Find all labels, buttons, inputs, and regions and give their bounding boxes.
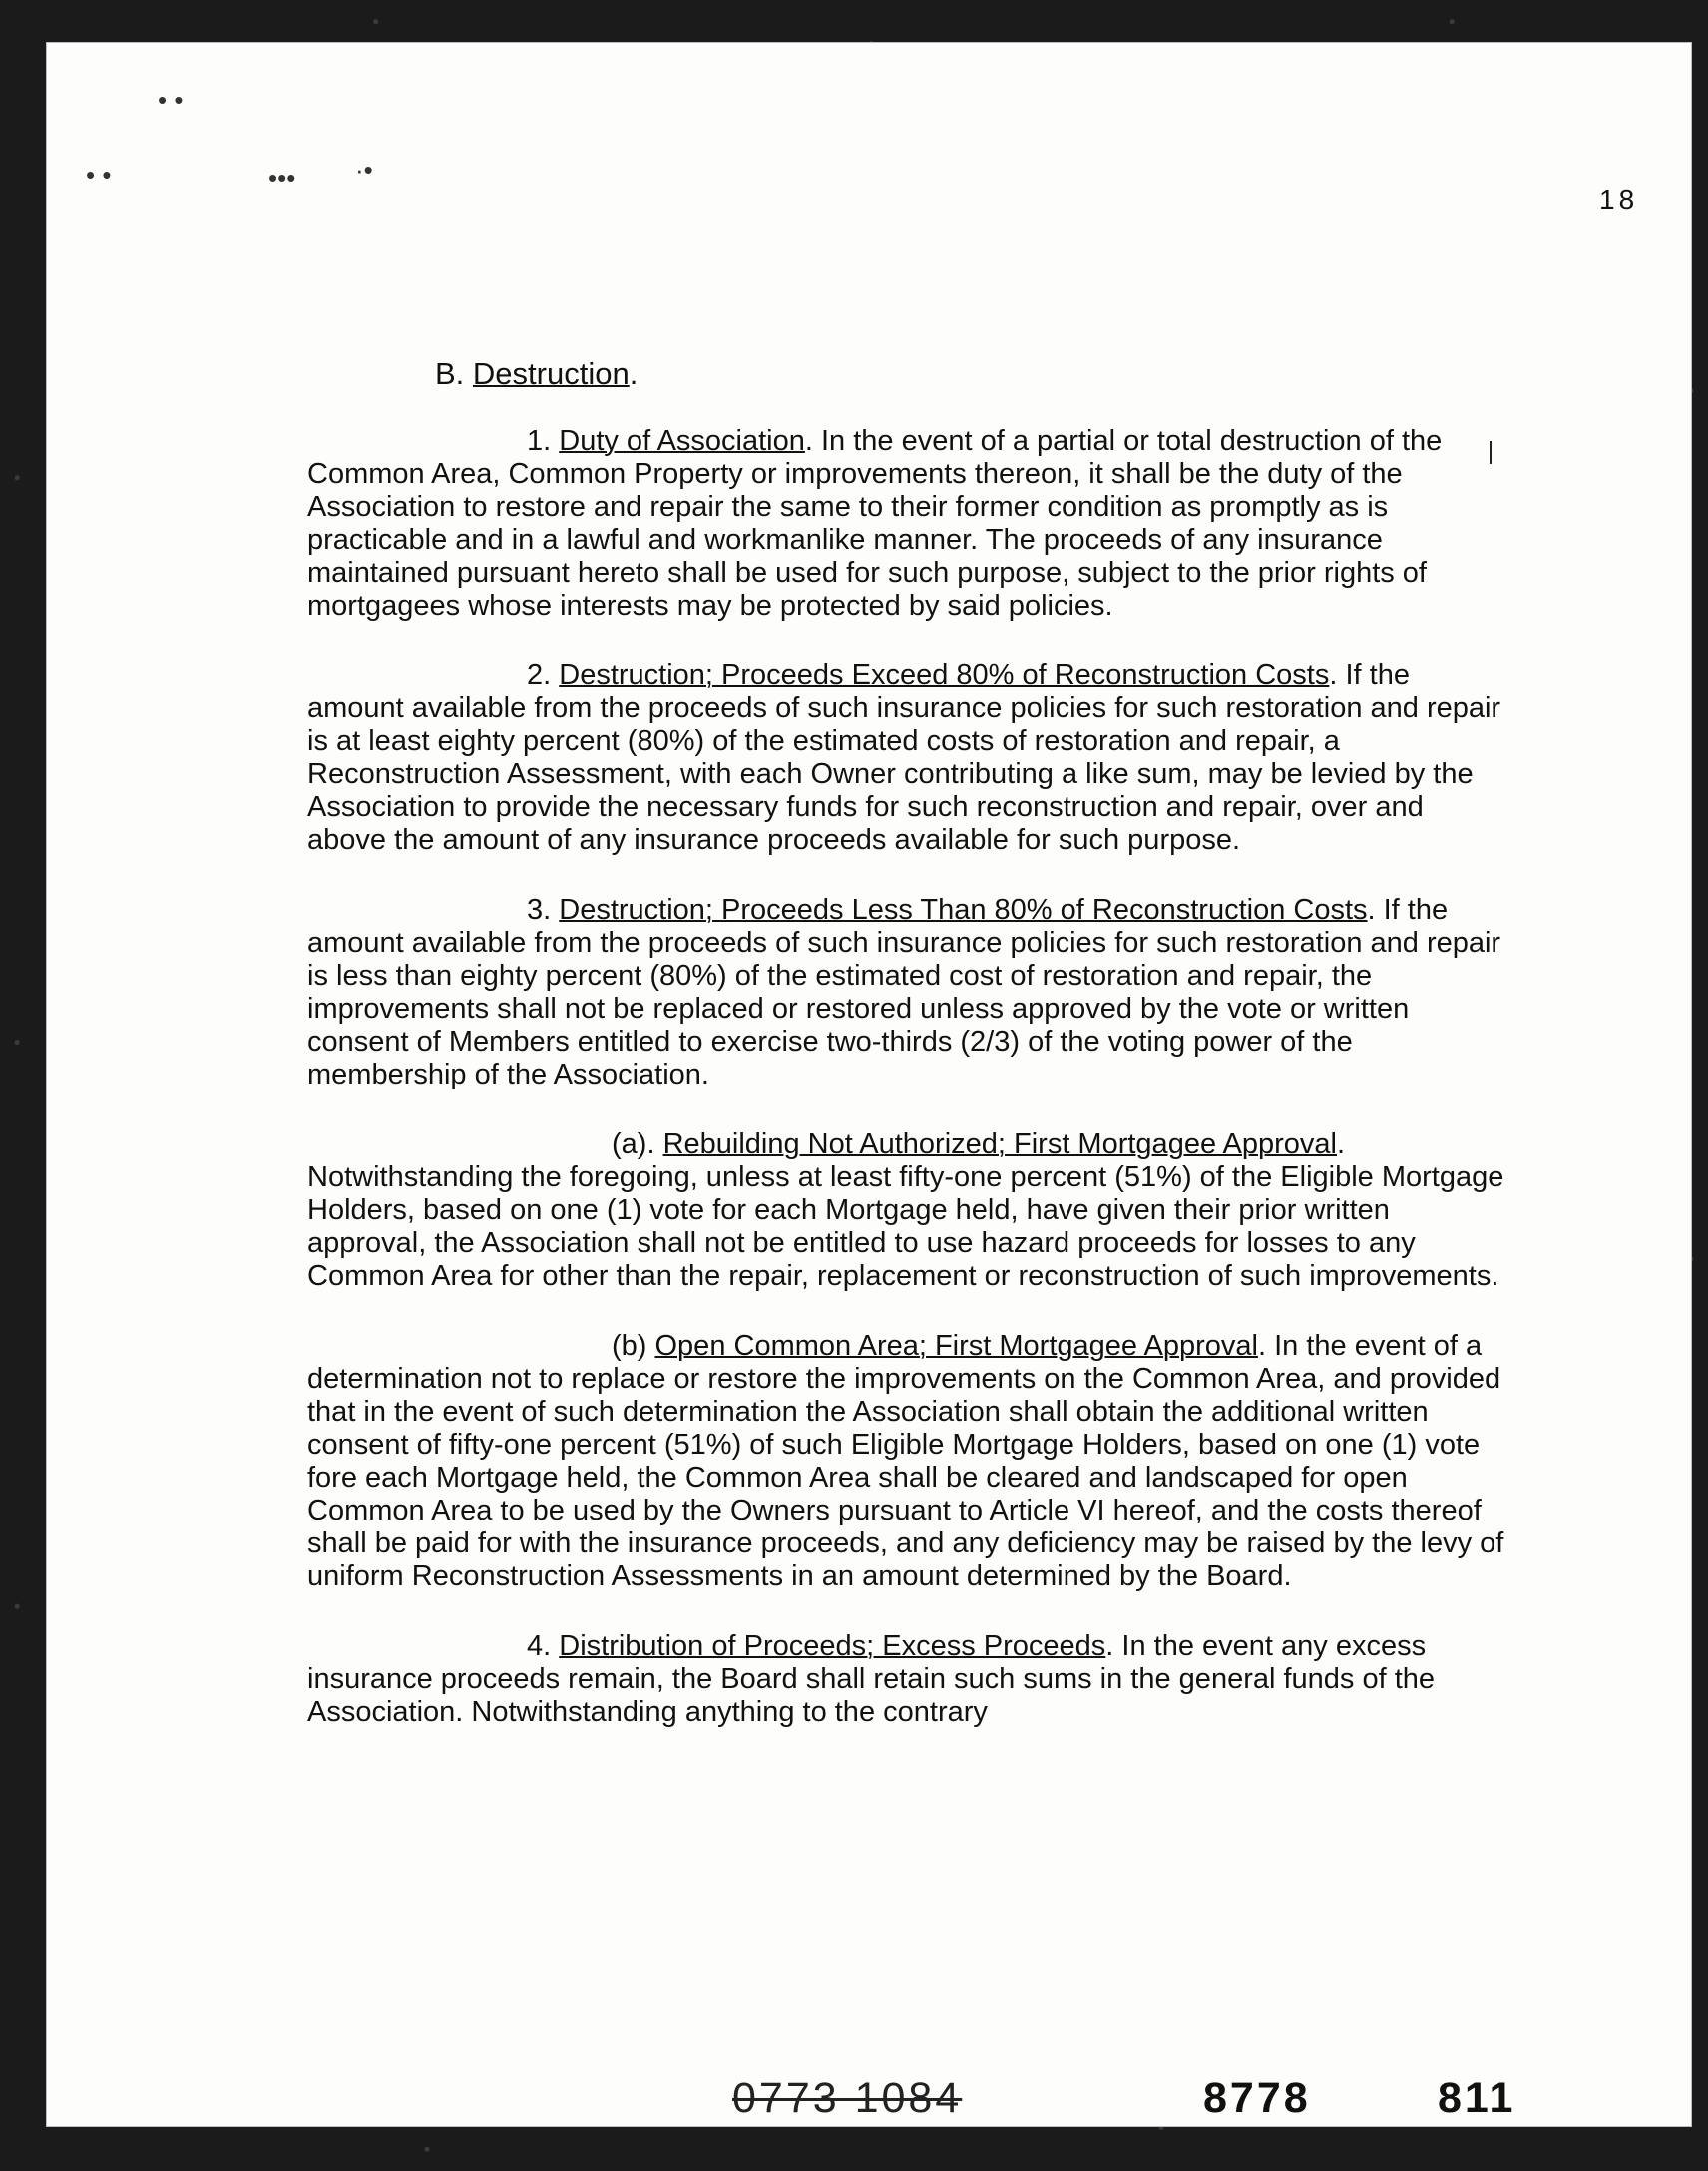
paragraph-title: Distribution of Proceeds; Excess Proceeds — [559, 1630, 1106, 1662]
paragraph-number: 2. — [527, 659, 560, 691]
paragraph-rebuilding-not-authorized — [307, 1128, 1504, 1293]
paragraph-distribution-of-proceeds — [307, 1630, 1504, 1729]
page-reference: 811 — [1438, 2074, 1516, 2122]
paragraph-number: 4. — [527, 1630, 560, 1662]
paragraph-title: Duty of Association — [559, 425, 805, 457]
paragraph-number: (a). — [612, 1128, 663, 1160]
paragraph-text: . In the event of a partial or total destruction of the Common Area, Common Property or improvements thereon, it shall be the duty of the Association to restore and repair the same to their former condition as promptly as is practicable and in a lawful and workmanlike manner. The proceeds of any insurance maintained pursuant hereto shall be used for such purpose, subject to the prior rights of mortgagees whose interests may be protected by said policies. — [307, 425, 1443, 622]
section-heading — [435, 356, 638, 392]
paragraph-number: 1. — [527, 425, 560, 457]
paragraph-open-common-area — [307, 1330, 1504, 1593]
paragraph-duty-of-association — [307, 425, 1504, 623]
record-number: 8778 — [1203, 2074, 1311, 2122]
document-body — [307, 425, 1504, 1729]
scan-speck: ·• — [355, 155, 373, 185]
section-title: Destruction — [472, 356, 630, 391]
scan-speck: • • — [86, 160, 112, 190]
paragraph-number: (b) — [612, 1330, 655, 1362]
page-number: 18 — [1599, 184, 1639, 215]
paragraph-number: 3. — [527, 894, 560, 926]
scan-speck: ••• — [268, 163, 296, 193]
struck-record-number: 0773 1084 — [732, 2074, 963, 2122]
paragraph-proceeds-exceed-80-percent — [307, 659, 1504, 857]
paragraph-title: Destruction; Proceeds Exceed 80% of Reconstruction Costs — [559, 659, 1330, 691]
paragraph-title: Destruction; Proceeds Less Than 80% of Reconstruction Costs — [559, 894, 1368, 926]
document-page — [46, 42, 1692, 2127]
paragraph-text: . If the amount available from the proceeds of such insurance policies for such restoration and repair is at least eighty percent (80%) of the estimated costs of restoration and repair, a Reconstruction Assessment, with each Owner contributing a like sum, may be levied by the Association to provide the necessary funds for such reconstruction and repair, over and above the amount of any insurance proceeds available for such purpose. — [307, 659, 1501, 856]
paragraph-text: . In the event any excess insurance proceeds remain, the Board shall retain such sums in the general funds of the Association. Notwithstanding anything to the contrary — [307, 1630, 1436, 1728]
paragraph-text: . Notwithstanding the foregoing, unless at least fifty-one percent (51%) of the Eligible Mortgage Holders, based on one (1) vote for each Mortgage held, have given their prior written approval, the Association shall not be entitled to use hazard proceeds for losses to any Common Area for other than the repair, replacement or reconstruction of such improvements. — [307, 1128, 1504, 1292]
paragraph-title: Open Common Area; First Mortgagee Approval — [654, 1330, 1258, 1362]
paragraph-text: . If the amount available from the proceeds of such insurance policies for such restoration and repair is less than eighty percent (80%) of the estimated cost of restoration and repair, the improvements shall not be replaced or restored unless approved by the vote or written consent of Members entitled to exercise two-thirds (2/3) of the voting power of the membership of the Association. — [307, 894, 1501, 1090]
paragraph-text: . In the event of a determination not to replace or restore the improvements on the Common Area, and provided that in the event of such determination the Association shall obtain the additional written consent of fifty-one percent (51%) of such Eligible Mortgage Holders, based on one (1) vote fore each Mortgage held, the Common Area shall be cleared and landscaped for open Common Area to be used by the Owners pursuant to Article VI hereof, and the costs thereof shall be paid for with the insurance proceeds, and any deficiency may be raised by the levy of uniform Reconstruction Assessments in an amount determined by the Board. — [307, 1330, 1504, 1592]
scan-speck: • • — [158, 85, 184, 115]
paragraph-title: Rebuilding Not Authorized; First Mortgagee Approval — [662, 1128, 1337, 1160]
section-punctuation: . — [629, 356, 639, 391]
section-letter: B. — [435, 356, 473, 391]
paragraph-proceeds-less-than-80-percent — [307, 894, 1504, 1091]
